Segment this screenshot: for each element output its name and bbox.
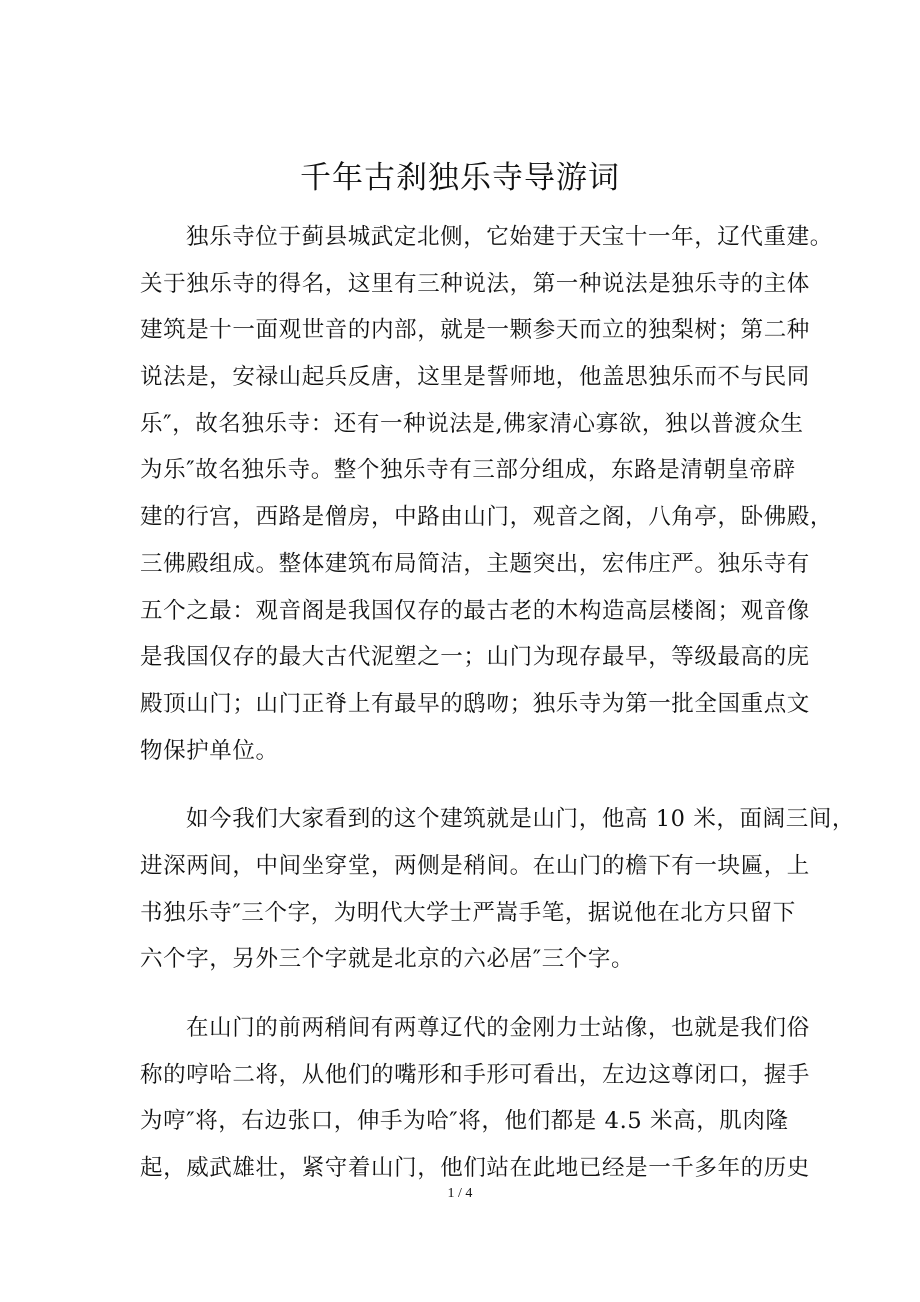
paragraph [140,1013,820,1200]
text-line: 说法是，安禄山起兵反唐，这里是誓师地，他盖思独乐而不与民同 [140,364,810,391]
text-line: 为乐″故名独乐寺。整个独乐寺有三部分组成，东路是清朝皇帝辟 [140,457,796,484]
text-line: 建筑是十一面观世音的内部，就是一颗参天而立的独梨树；第二种 [140,317,810,344]
document-body [140,222,856,1222]
text-line: 建的行宫，西路是僧房，中路由山门，观音之阁，八角亭，卧佛殿， [140,504,834,531]
text-line: 三佛殿组成。整体建筑布局简洁，主题突出，宏伟庄严。独乐寺有 [140,550,810,577]
text-line: 为哼″将，右边张口，伸手为哈″将，他们都是 4.5 米高，肌肉隆 [140,1108,789,1135]
text-line: 称的哼哈二将，从他们的嘴形和手形可看出，左边这尊闭口，握手 [140,1061,810,1088]
paragraph [140,804,856,991]
text-line: 书独乐寺″三个字，为明代大学士严嵩手笔，据说他在北方只留下 [140,899,796,926]
page-number: 1 / 4 [447,1186,473,1201]
document-title: 千年古刹独乐寺导游词 [300,160,620,196]
text-line: 物保护单位。 [140,737,279,764]
text-line: 殿顶山门；山门正脊上有最早的鸱吻；独乐寺为第一批全国重点文 [140,690,810,717]
text-line: 如今我们大家看到的这个建筑就是山门，他高 10 米，面阔三间， [186,806,856,833]
text-line: 五个之最：观音阁是我国仅存的最古老的木构造高层楼阁；观音像 [140,597,810,624]
text-line: 独乐寺位于蓟县城武定北侧，它始建于天宝十一年，辽代重建。 [186,224,833,250]
text-line: 六个字，另外三个字就是北京的六必居″三个字。 [140,946,635,973]
text-line: 关于独乐寺的得名，这里有三种说法，第一种说法是独乐寺的主体 [140,270,810,297]
text-line: 在山门的前两稍间有两尊辽代的金刚力士站像，也就是我们俗 [186,1015,810,1041]
text-line: 进深两间，中间坐穿堂，两侧是稍间。在山门的檐下有一块匾，上 [140,852,810,879]
paragraph [140,222,834,782]
text-line: 乐″，故名独乐寺：还有一种说法是,佛家清心寡欲，独以普渡众生 [140,410,804,437]
text-line: 起，威武雄壮，紧守着山门，他们站在此地已经是一千多年的历史 [140,1155,810,1182]
text-line: 是我国仅存的最大古代泥塑之一；山门为现存最早，等级最高的庑 [140,644,810,671]
